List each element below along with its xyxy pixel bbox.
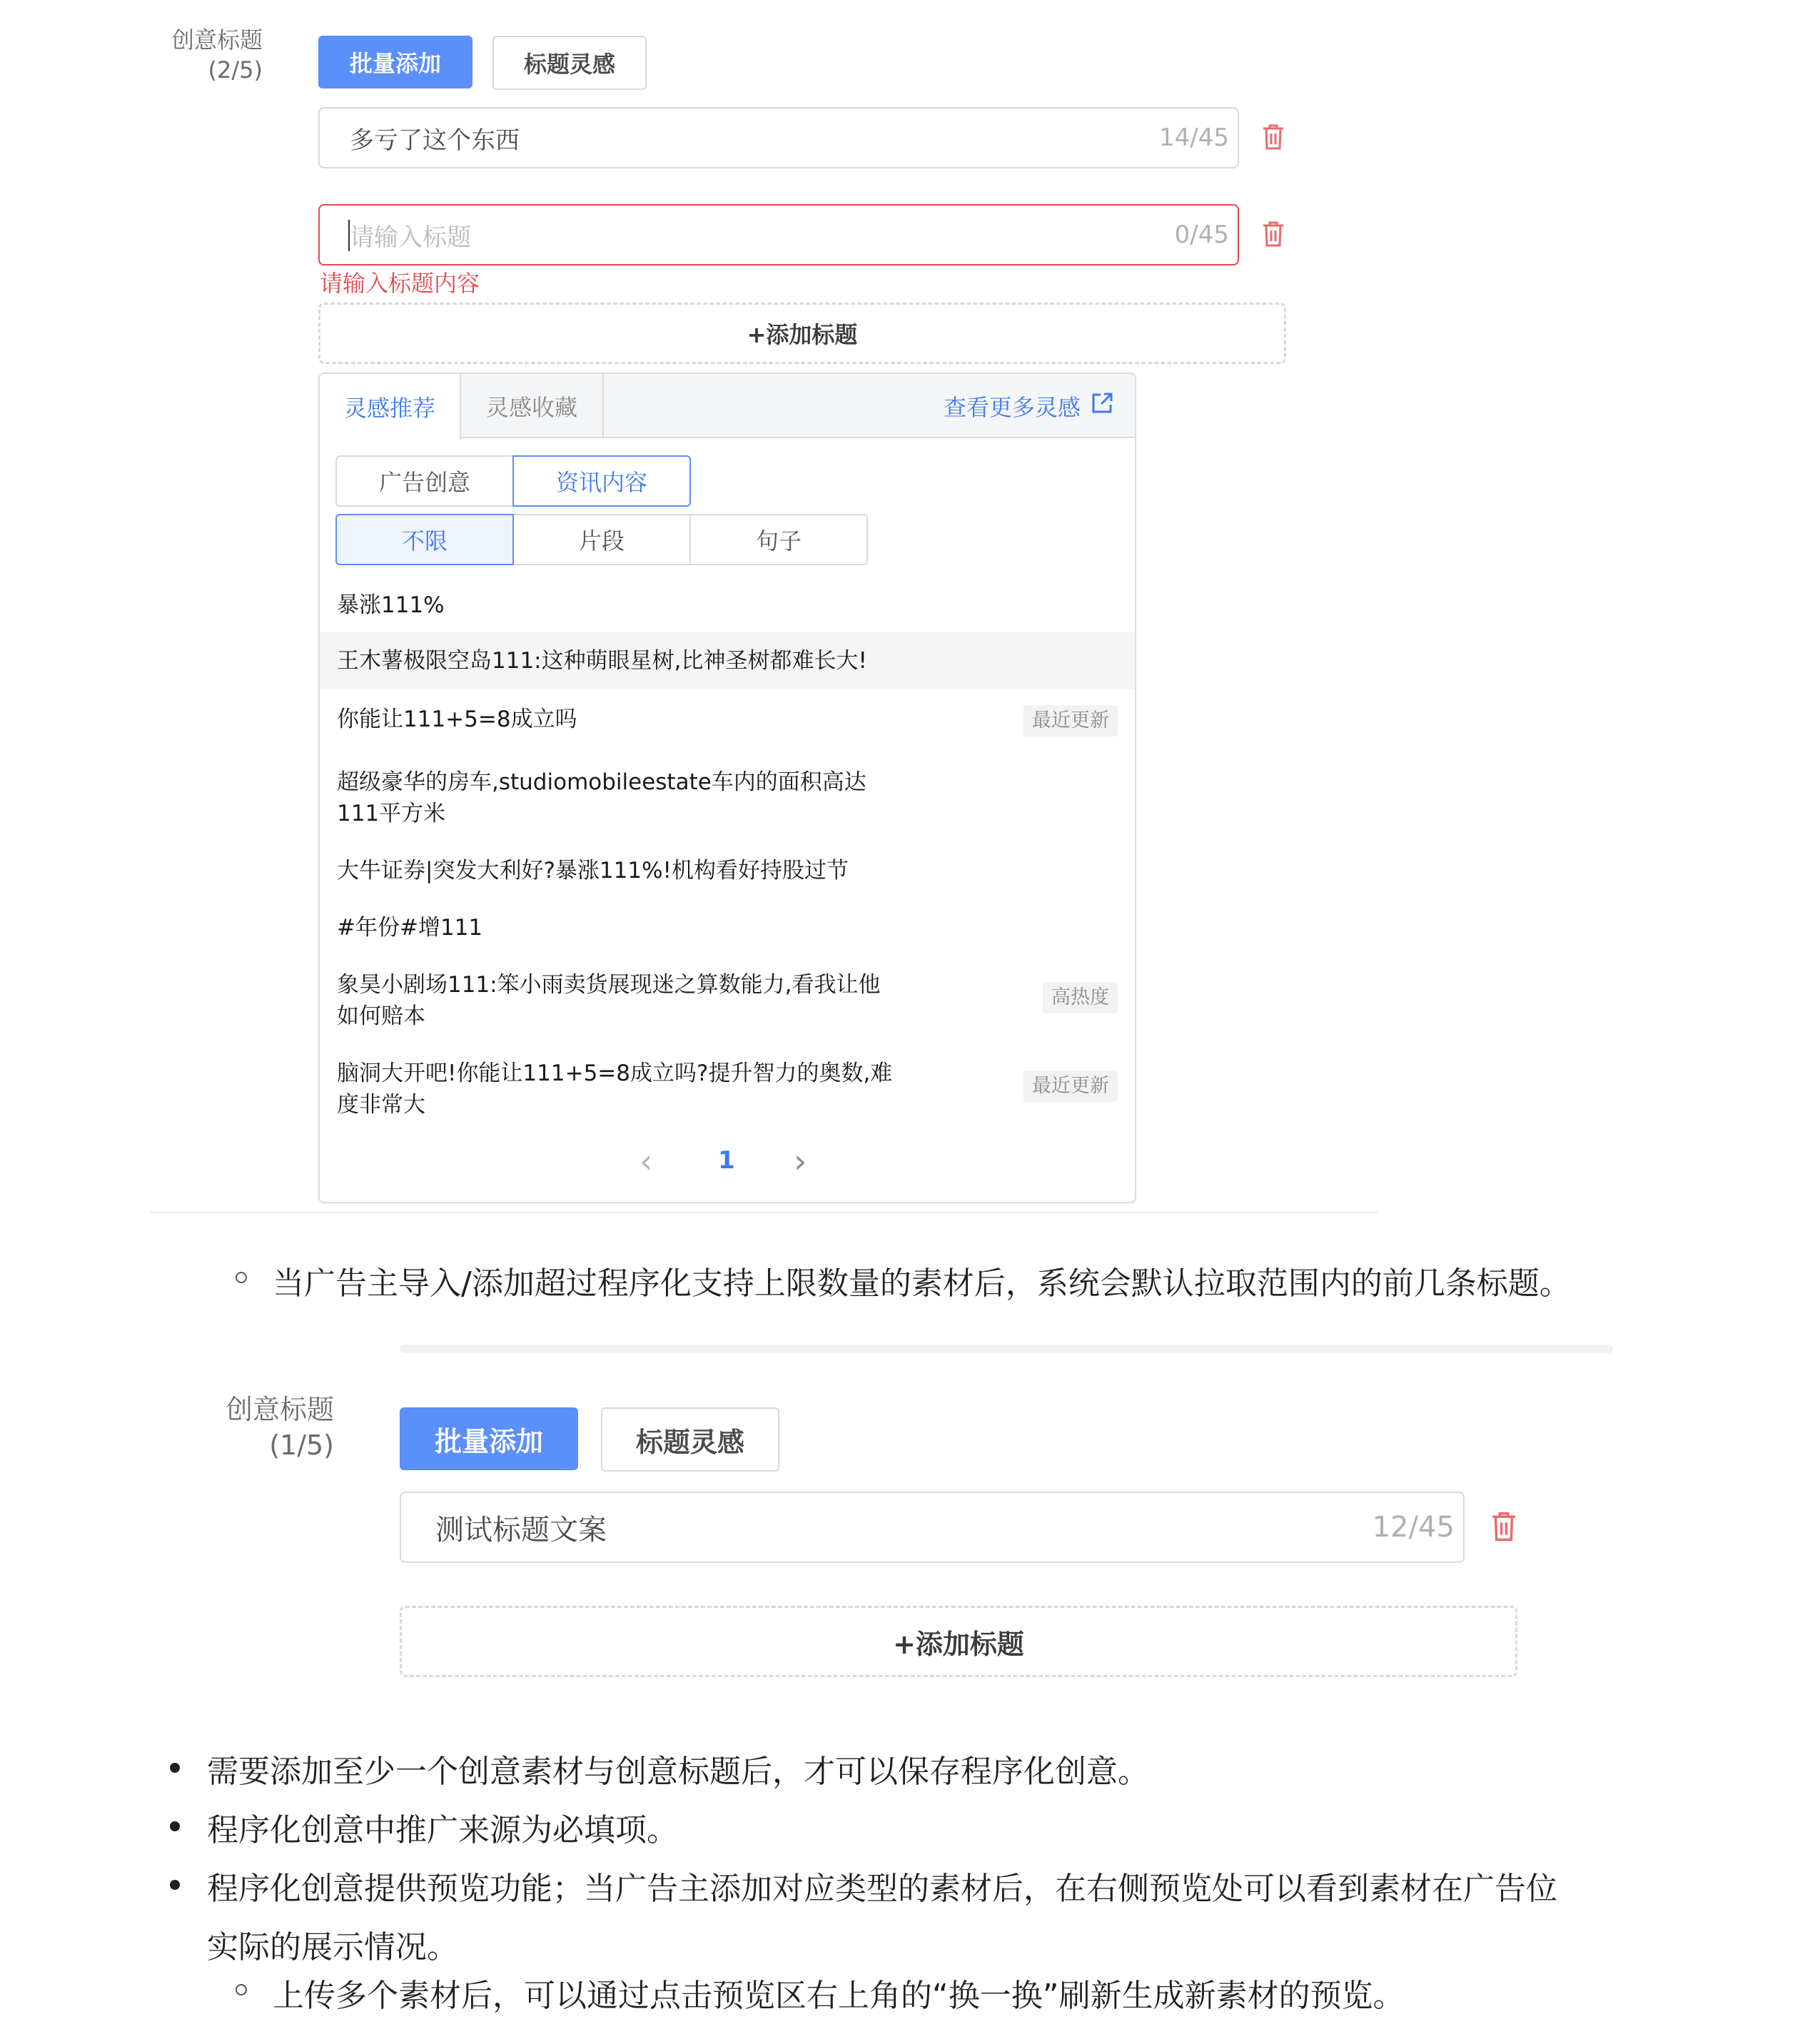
title-input-form2-counter: 12/45	[1372, 1511, 1455, 1544]
delete-title-2-icon[interactable]	[1260, 220, 1286, 248]
title-inspiration-button[interactable]: 标题灵感	[492, 36, 647, 90]
title-input-2[interactable]	[318, 204, 1239, 265]
add-title-button[interactable]: +添加标题	[318, 303, 1286, 364]
list-item-text: 脑洞大开吧!你能让111+5=8成立吗?提升智力的奥数,难	[337, 1061, 893, 1086]
doc-sub-note-2: 上传多个素材后，可以通过点击预览区右上角的“换一换”刷新生成新素材的预览。	[273, 1978, 1405, 2014]
bullet	[170, 1821, 180, 1831]
recent-update-badge: 最近更新	[1023, 705, 1118, 737]
source-tab-news-content[interactable]: 资讯内容	[512, 455, 691, 507]
doc-bullet-1: 需要添加至少一个创意素材与创意标题后，才可以保存程序化创意。	[207, 1754, 1149, 1790]
title-input-2-counter: 0/45	[1174, 221, 1229, 249]
doc-sub-note-1: 当广告主导入/添加超过程序化支持上限数量的素材后，系统会默认拉取范围内的前几条标题。	[273, 1265, 1571, 1302]
list-item-text: 你能让111+5=8成立吗	[337, 707, 577, 732]
form1-label: 创意标题	[171, 26, 263, 54]
source-tab-ad-creative[interactable]: 广告创意	[335, 455, 514, 507]
list-item-text: 大牛证券|突发大利好?暴涨111%!机构看好持股过节	[337, 858, 849, 884]
list-item[interactable]	[320, 848, 1135, 895]
sub-bullet	[236, 1984, 247, 1995]
length-tab-unlimited[interactable]: 不限	[335, 514, 514, 565]
list-item[interactable]	[320, 697, 1135, 744]
length-tab-fragment[interactable]: 片段	[512, 514, 691, 565]
list-item-text-line2: 如何赔本	[337, 1003, 425, 1029]
sub-bullet	[236, 1272, 247, 1283]
list-item-text: 超级豪华的房车,studiomobileestate车内的面积高达	[337, 769, 866, 795]
list-item-text: #年份#增111	[337, 915, 483, 941]
form2-label: 创意标题	[225, 1394, 334, 1425]
list-item[interactable]	[320, 582, 1135, 628]
list-item-text: 象昊小剧场111:笨小雨卖货展现迷之算数能力,看我让他	[337, 972, 881, 998]
doc-bullet-2: 程序化创意中推广来源为必填项。	[207, 1812, 678, 1848]
tab-inspiration-favorites[interactable]: 灵感收藏	[461, 374, 604, 438]
pager-prev-icon[interactable]: ‹	[639, 1142, 653, 1180]
title-input-1-counter: 14/45	[1159, 123, 1229, 152]
doc-bullet-3: 程序化创意提供预览功能；当广告主添加对应类型的素材后，在右侧预览处可以看到素材在广告位	[207, 1871, 1557, 1907]
form1-count: (2/5)	[208, 56, 263, 84]
bullet	[170, 1880, 180, 1890]
title-input-1-value: 多亏了这个东西	[350, 126, 520, 155]
high-heat-badge: 高热度	[1043, 982, 1118, 1013]
title-input-form2[interactable]	[400, 1492, 1465, 1563]
view-more-label: 查看更多灵感	[943, 394, 1081, 421]
title-input-2-placeholder: 请输入标题	[350, 223, 471, 252]
title-input-1[interactable]	[318, 107, 1239, 168]
list-item-text-line2: 111平方米	[337, 801, 446, 826]
screenshot-top-edge	[400, 1345, 1613, 1353]
text-caret	[348, 220, 350, 251]
title-error-message: 请输入标题内容	[320, 270, 480, 297]
list-item[interactable]	[320, 759, 1135, 828]
batch-add-button[interactable]: 批量添加	[318, 36, 472, 88]
delete-title-form2-icon[interactable]	[1489, 1510, 1519, 1543]
add-title-button-2[interactable]: +添加标题	[400, 1606, 1517, 1677]
pager-next-icon[interactable]: ›	[794, 1142, 807, 1180]
list-item[interactable]	[320, 632, 1135, 689]
inspiration-panel	[318, 373, 1136, 1203]
list-item[interactable]	[320, 905, 1135, 952]
list-item[interactable]	[320, 1051, 1135, 1119]
list-item[interactable]	[320, 962, 1135, 1031]
tab-inspiration-recommend[interactable]: 灵感推荐	[320, 374, 461, 440]
form2-count: (1/5)	[269, 1430, 334, 1461]
doc-bullet-3-continued: 实际的展示情况。	[207, 1929, 458, 1965]
title-input-form2-value: 测试标题文案	[435, 1513, 607, 1547]
list-item-text: 暴涨111%	[337, 592, 445, 618]
recent-update-badge: 最近更新	[1023, 1071, 1118, 1102]
pager-current-page[interactable]: 1	[718, 1146, 735, 1175]
view-more-inspiration-link[interactable]	[944, 374, 1113, 438]
delete-title-1-icon[interactable]	[1260, 123, 1286, 151]
length-tab-sentence[interactable]: 句子	[689, 514, 868, 565]
title-inspiration-button-2[interactable]: 标题灵感	[601, 1407, 779, 1472]
section-divider	[150, 1212, 1377, 1213]
list-item-text-line2: 度非常大	[337, 1092, 425, 1118]
external-link-icon	[1091, 392, 1113, 420]
list-item-text: 王木薯极限空岛111:这种萌眼星树,比神圣树都难长大!	[337, 648, 867, 674]
bullet	[170, 1763, 180, 1773]
batch-add-button-2[interactable]: 批量添加	[400, 1407, 578, 1470]
